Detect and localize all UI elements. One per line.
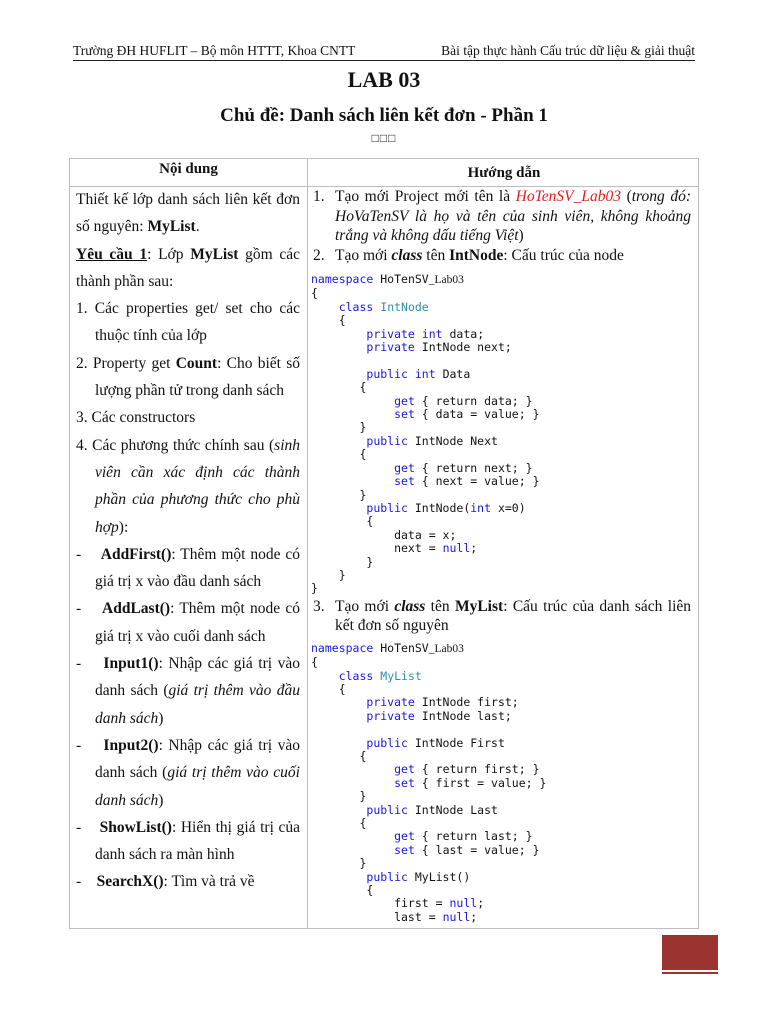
col-header-guide: Hướng dẫn	[467, 165, 541, 181]
guide-column	[313, 187, 691, 924]
step-item: 3. Tạo mới class tên MyList: Cấu trúc của danh sách liên kết đơn số nguyên	[313, 597, 692, 635]
page-subtitle: Chủ đề: Danh sách liên kết đơn - Phần 1	[220, 105, 548, 126]
col-header-content: Nội dung	[159, 161, 218, 177]
page-header	[73, 42, 695, 61]
method-item: - Input1(): Nhập các giá trị vào danh sách (giá trị thêm vào đầu danh sách)	[76, 655, 300, 727]
requirement-paragraph: Yêu cầu 1: Lớp MyList gồm các thành phần sau:	[76, 245, 300, 290]
step-item: 1. Tạo mới Project mới tên là HoTenSV_Lab03 (trong đó: HoVaTenSV là họ và tên của sinh viên, không khoảng trắng và không dấu tiếng Việt)	[313, 188, 691, 244]
code-block-mylist: namespace HoTenSV_Lab03 { class MyList { private IntNode first; private IntNode last; public IntNode First { get { return first; } set { first = value; } } public IntNode Last { get { return last; } set { last = value; } } public MyList() { first = null; last = null;	[311, 640, 547, 924]
list-item: 1. Các properties get/ set cho các thuộc tính của lớp	[76, 300, 300, 345]
step-item: 2. Tạo mới class tên IntNode: Cấu trúc của node	[313, 246, 624, 264]
page-title: LAB 03	[347, 67, 421, 92]
method-item: - SearchX(): Tìm và trả về	[76, 873, 255, 891]
list-item: 2. Property get Count: Cho biết số lượng phần tử trong danh sách	[76, 354, 301, 400]
ornament-icon: □□□	[371, 131, 397, 145]
header-right: Bài tập thực hành Cấu trúc dữ liệu & giải thuật	[441, 43, 695, 58]
list-item: 3. Các constructors	[76, 409, 196, 427]
list-item: 4. Các phương thức chính sau (sinh viên cần xác định các thành phần của phương thức cho phù hợp):	[76, 436, 301, 536]
method-item: - AddFirst(): Thêm một node có giá trị x vào đầu danh sách	[76, 545, 300, 591]
content-table	[69, 158, 699, 929]
decorative-line	[662, 972, 718, 974]
intro-paragraph: Thiết kế lớp danh sách liên kết đơn số nguyên: MyList.	[76, 191, 300, 236]
method-item: - AddLast(): Thêm một node có giá trị x vào cuối danh sách	[76, 600, 300, 645]
requirements-column	[76, 186, 300, 896]
code-block-intnode: namespace HoTenSV_Lab03 { class IntNode { private int data; private IntNode next; public int Data { get { return data; } set { data = value; } } public IntNode Next { get { return next; } set { next = value; } } public IntNode(int x=0) { data = x; next = null; } } }	[311, 272, 540, 596]
header-left: Trường ĐH HUFLIT – Bộ môn HTTT, Khoa CNTT	[73, 43, 356, 58]
method-item: - Input2(): Nhập các giá trị vào danh sách (giá trị thêm vào cuối danh sách)	[76, 736, 300, 809]
decorative-block	[662, 935, 718, 970]
method-item: - ShowList(): Hiển thị giá trị của danh sách ra màn hình	[76, 818, 300, 864]
column-divider	[307, 159, 308, 928]
